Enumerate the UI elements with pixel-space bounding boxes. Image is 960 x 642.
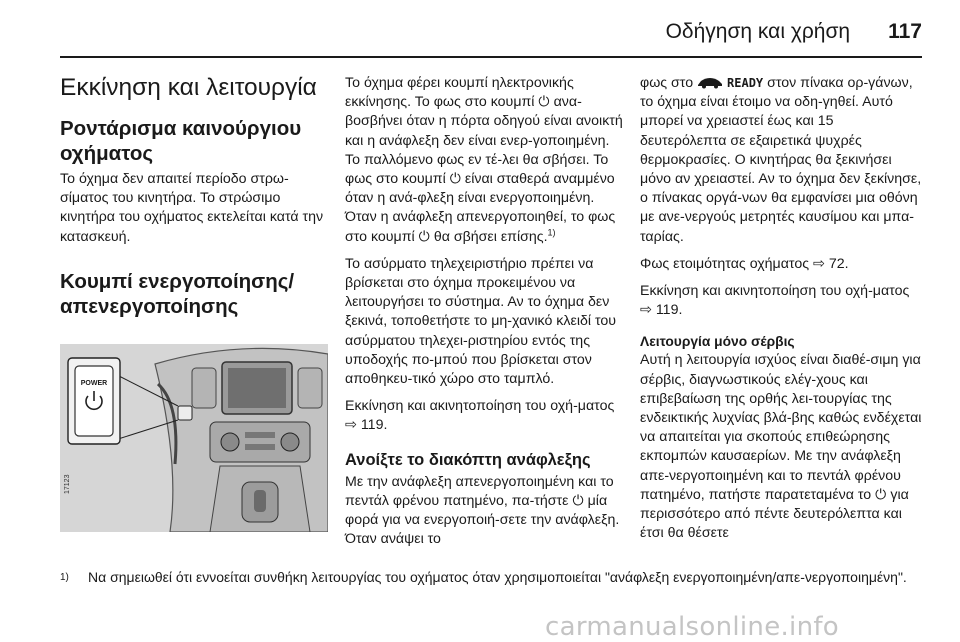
dashboard-illustration [60, 344, 328, 532]
power-button-figure [60, 344, 328, 532]
header-rule [60, 56, 922, 58]
main-heading: Εκκίνηση και λειτουργία [60, 74, 317, 101]
car-icon [697, 74, 723, 93]
page-header [60, 14, 922, 50]
footnote-text: Να σημειωθεί ότι εννοείται συνθήκη λειτουργίας του οχήματος όταν χρησιμοποιείται "ανάφλεξη ενεργοποιημένη/απε-νεργοποιημένη". [88, 569, 907, 585]
footnote [60, 568, 922, 587]
footnote-ref: 1) [547, 226, 556, 237]
ready-light-reference: Φως ετοιμότητας οχήματος ⇨ 72. [640, 255, 922, 274]
remote-key-text: Το ασύρματο τηλεχειριστήριο πρέπει να βρίσκεται στο όχημα προκειμένου να λειτουργήσει το σύστημα. Αν το όχημα δεν ξεκινά, τοποθετήστε το μη-χανικό κλειδί του ασύρματου τηλεχει-ριστηρίου εντός της υποδοχής πο-μπού που βρίσκεται στον αποθηκευ-τικό χώρο στο ταμπλό. [345, 255, 617, 388]
section-title: Οδήγηση και χρήση [665, 20, 851, 43]
figure-code: 17123 [64, 474, 71, 494]
column-3 [640, 74, 922, 551]
power-icon: ⏻ [418, 228, 430, 245]
ready-light-text: φως στο READY στον πίνακα ορ-γάνων, το όχημα είναι έτοιμο να οδη-γηθεί. Αυτό μπορεί να χρειαστεί έως και 15 δευτερόλεπτα σε εξαιρετικά ψυχρές θερμοκρασίες. Ο κινητήρας θα ξεκινήσει μόνο αν χρειαστεί. Αν το όχημα δεν ξεκίνησε, ο πίνακας οργά-νων θα εμφανίσει μια οθόνη με ανε-νεργούς μετρητές καυσίμου και μπα-ταρίας. [640, 75, 922, 245]
page-ref-arrow-icon: ⇨ [813, 255, 825, 272]
column-2 [345, 74, 625, 557]
power-icon: ⏻ [572, 492, 584, 509]
power-button-description: Το όχημα φέρει κουμπί ηλεκτρονικής εκκίνησης. Το φως στο κουμπί ⏻ ανα-βοσβήνει όταν η πόρτα οδηγού είναι ανοικτή και η ανάφλεξη δεν είναι ενερ-γοποιημένη. Το παλλόμενο φως εν τέ-λει θα σβήσει. Το φως στο κουμπί ⏻ είναι σταθερά αναμμένο όταν η ανά-φλεξη είναι ενεργοποιημένη. Όταν η ανάφλεξη απενεργοποιηθεί, το φως στο κουμπί ⏻ θα σβήσει επίσης.$^{1)}$ [345, 74, 625, 247]
subheading-service-only: Λειτουργία μόνο σέρβις [640, 334, 795, 350]
page-number: 117 [888, 20, 922, 43]
cross-reference: Εκκίνηση και ακινητοποίηση του οχή-ματος ⇨ 119. [345, 397, 625, 435]
watermark: carmanualsonline.info [545, 612, 840, 642]
service-only-text: Αυτή η λειτουργία ισχύος είναι διαθέ-σιμη για σέρβις, διαγνωστικούς ελέγ-χους και επιβεβαίωση της ορθής λει-τουργίας της ενδεικτικής λυχνίας βλά-βης καθώς ενδέχεται να απαιτείται για σκοπούς επιθεώρησης εκπομπών καυσαερίων. Με την ανάφλεξη απε-νεργοποιημένη και το πεντάλ φρένου πατημένο, πατήστε παρατεταμένα το ⏻ για περισσότερο από πέντε δευτερόλεπτα και έτσι θα θέσετε [640, 352, 922, 542]
column-1 [60, 74, 328, 327]
section-heading-power-button: Κουμπί ενεργοποίησης/ απενεργοποίησης [60, 269, 295, 318]
break-in-text: Το όχημα δεν απαιτεί περίοδο στρω-σίματος του κινητήρα. Το στρώσιμο κινητήρα του οχήματος εκτελείται κατά την κατασκευή. [60, 171, 324, 245]
footnote-mark: 1) [60, 572, 69, 583]
page-ref-arrow-icon: ⇨ [345, 417, 357, 434]
ready-indicator-label: READY [727, 76, 764, 90]
subheading-ignition-on: Ανοίξτε το διακόπτη ανάφλεξης [345, 450, 591, 469]
page-ref-arrow-icon: ⇨ [640, 302, 652, 319]
ignition-on-text: Με την ανάφλεξη απενεργοποιημένη και το πεντάλ φρένου πατημένο, πα-τήστε ⏻ μία φορά για να ενεργοποιή-σετε την ανάφλεξη. Όταν ανάψει το [345, 473, 620, 548]
power-icon: ⏻ [449, 171, 461, 188]
power-icon: ⏻ [875, 486, 887, 503]
power-icon: ⏻ [538, 94, 550, 111]
power-button-label: POWER [80, 380, 108, 387]
cross-reference: Εκκίνηση και ακινητοποίηση του οχή-ματος ⇨ 119. [640, 282, 922, 320]
section-heading-break-in: Ροντάρισμα καινούργιου οχήματος [60, 117, 302, 165]
